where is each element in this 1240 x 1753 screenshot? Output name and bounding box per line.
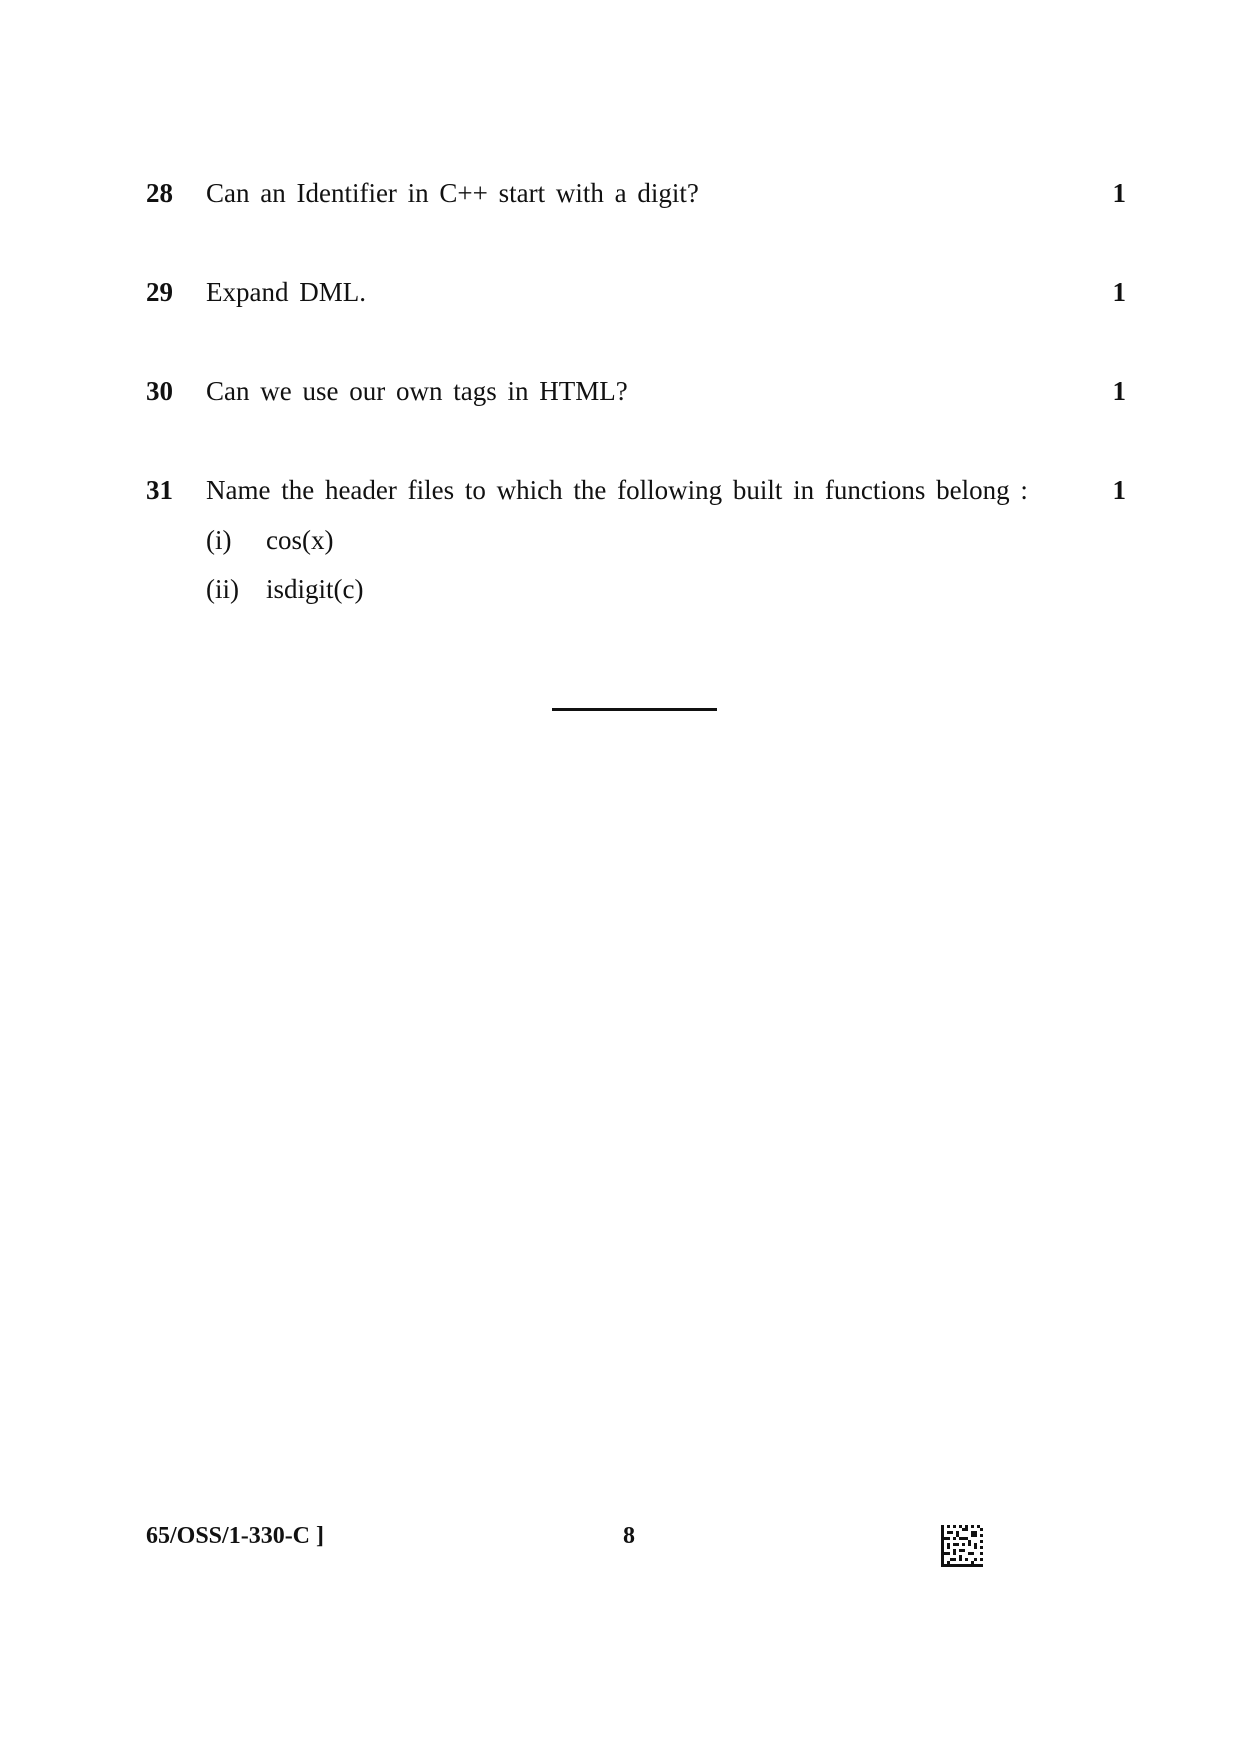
question-marks: 1 (1112, 277, 1126, 307)
question-marks: 1 (1112, 178, 1126, 208)
question-text: Name the header files to which the following built in functions belong : (206, 475, 1028, 505)
paper-code: 65/OSS/1-330-C ] (146, 1523, 325, 1549)
question-number: 31 (146, 475, 173, 505)
sub-item-text: cos(x) (266, 525, 334, 555)
question-text: Can an Identifier in C++ start with a digit? (206, 178, 699, 208)
page-number: 8 (623, 1523, 635, 1549)
sub-item-text: isdigit(c) (266, 574, 364, 604)
question-number: 29 (146, 277, 173, 307)
question-marks: 1 (1112, 475, 1126, 505)
question-text: Can we use our own tags in HTML? (206, 376, 628, 406)
question-marks: 1 (1112, 376, 1126, 406)
question-number: 28 (146, 178, 173, 208)
end-of-paper-rule (552, 708, 717, 711)
sub-item-label: (i) (206, 525, 232, 555)
question-number: 30 (146, 376, 173, 406)
question-text: Expand DML. (206, 277, 366, 307)
qr-code-icon (941, 1525, 983, 1567)
sub-item-label: (ii) (206, 574, 239, 604)
